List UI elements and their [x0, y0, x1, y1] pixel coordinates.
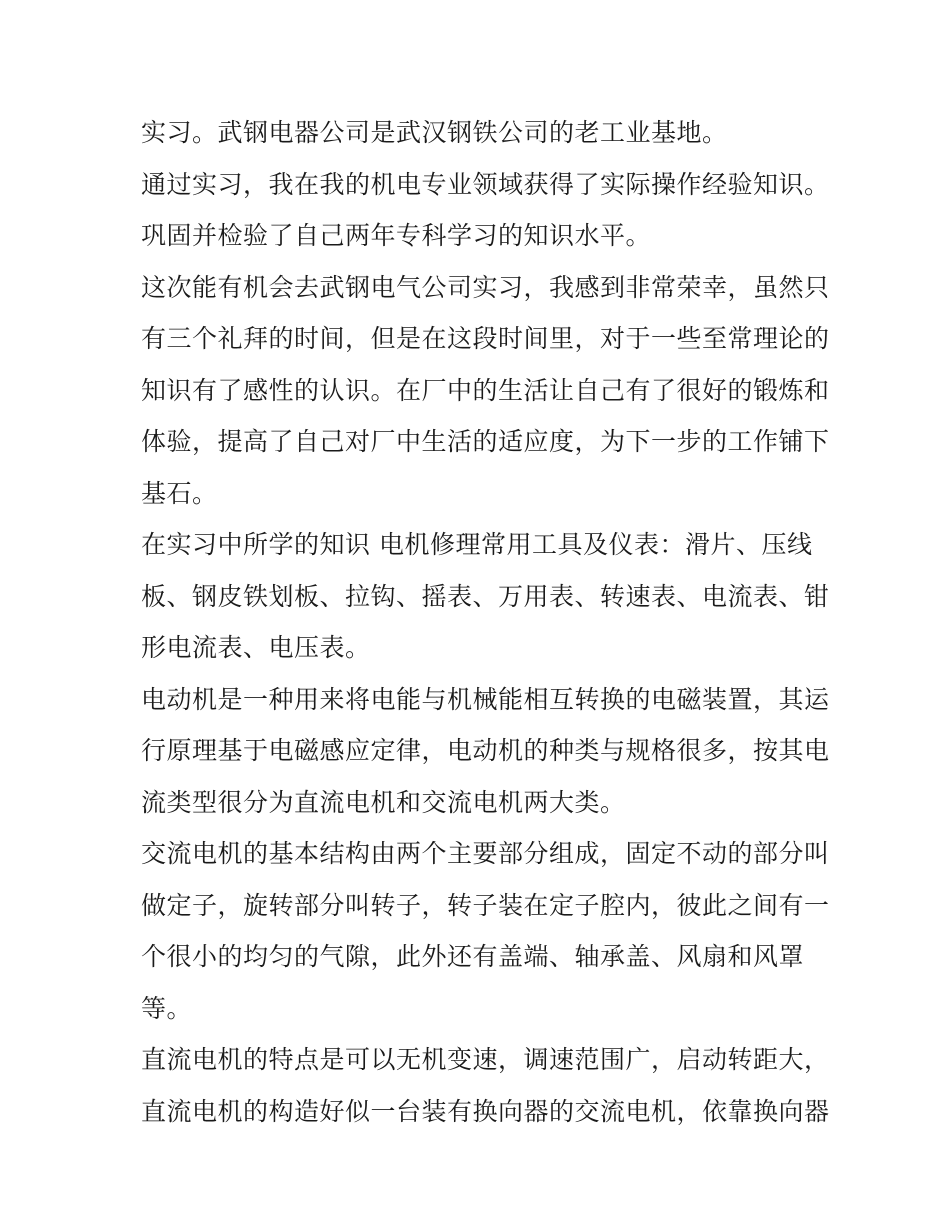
text-line: 有三个礼拜的时间，但是在这段时间里，对于一些至常理论的 [141, 324, 830, 353]
text-line: 等。 [141, 993, 193, 1023]
text-line: 形电流表、电压表。 [141, 633, 371, 662]
text-line: 电动机是一种用来将电能与机械能相互转换的电磁装置，其运 [141, 684, 830, 714]
body-text [141, 107, 830, 1137]
text-line: 这次能有机会去武钢电气公司实习，我感到非常荣幸，虽然只 [141, 272, 830, 302]
text-line: 交流电机的基本结构由两个主要部分组成，固定不动的部分叫 [141, 839, 830, 868]
text-line: 板、钢皮铁划板、拉钩、摇表、万用表、转速表、电流表、钳 [141, 581, 830, 611]
text-line: 直流电机的特点是可以无机变速，调速范围广，启动转距大， [141, 1045, 830, 1074]
text-line: 体验，提高了自己对厂中生活的适应度，为下一步的工作铺下 [141, 427, 830, 456]
text-line: 行原理基于电磁感应定律，电动机的种类与规格很多，按其电 [141, 736, 830, 765]
text-line: 流类型很分为直流电机和交流电机两大类。 [141, 787, 626, 817]
text-line: 基石。 [141, 478, 218, 508]
text-line: 做定子，旋转部分叫转子，转子装在定子腔内，彼此之间有一 [141, 890, 830, 920]
text-line: 个很小的均匀的气隙，此外还有盖端、轴承盖、风扇和风罩 [141, 942, 805, 971]
text-line: 直流电机的构造好似一台装有换向器的交流电机，依靠换向器 [141, 1096, 830, 1126]
text-line: 通过实习，我在我的机电专业领域获得了实际操作经验知识。 [141, 169, 830, 199]
text-line: 知识有了感性的认识。在厂中的生活让自己有了很好的锻炼和 [141, 375, 830, 405]
text-line: 巩固并检验了自己两年专科学习的知识水平。 [141, 221, 652, 250]
text-line: 在实习中所学的知识 电机修理常用工具及仪表：滑片、压线 [141, 530, 813, 559]
text-line: 实习。武钢电器公司是武汉钢铁公司的老工业基地。 [141, 118, 728, 147]
